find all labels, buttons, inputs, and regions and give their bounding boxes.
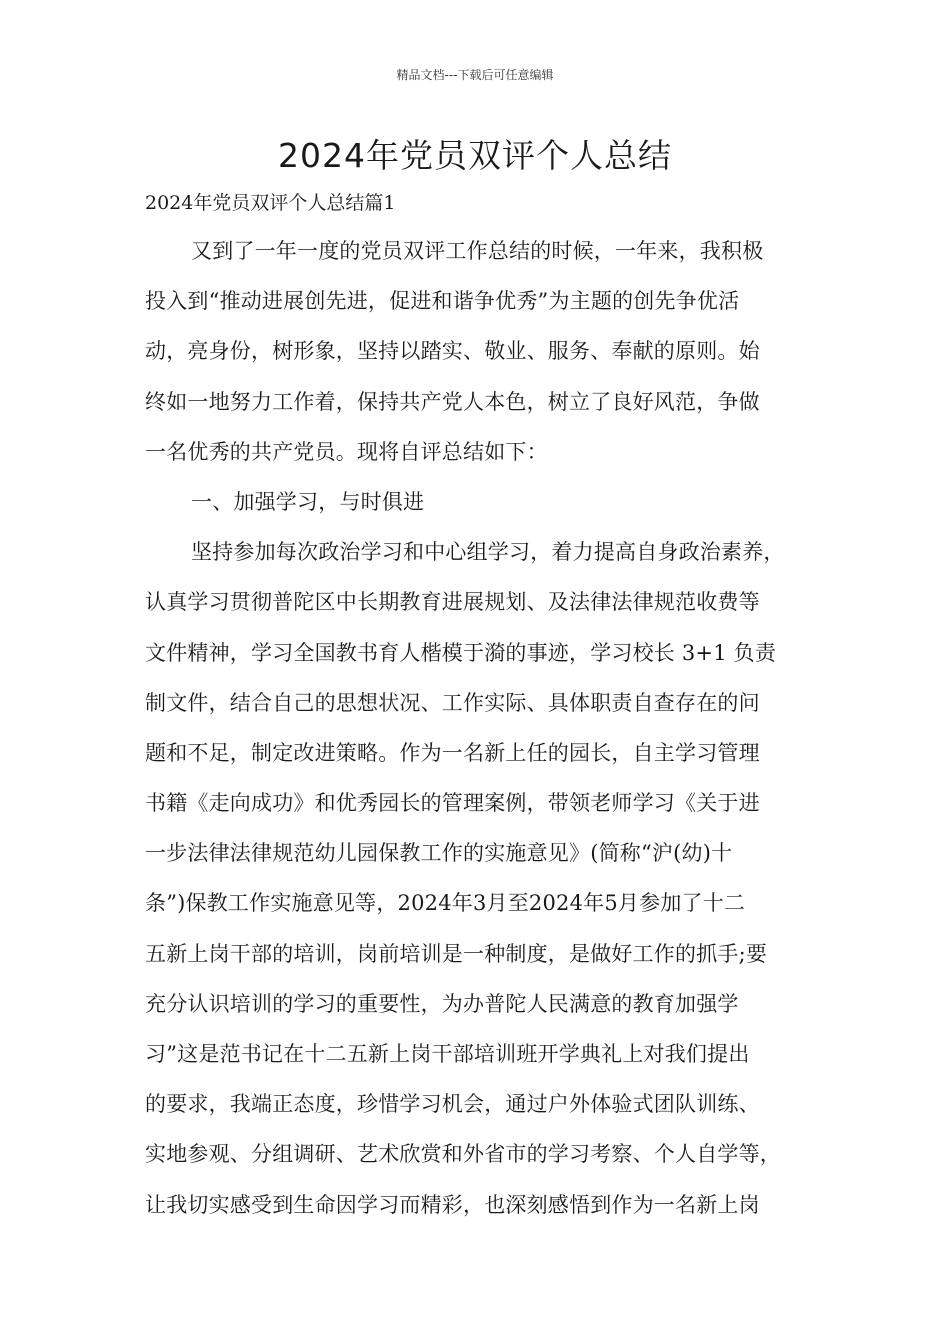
- body-line: 题和不足，制定改进策略。作为一名新上任的园长，自主学习管理: [145, 740, 760, 765]
- body-line: 又到了一年一度的党员双评工作总结的时候，一年来，我积极: [191, 239, 764, 263]
- body-line: 五新上岗干部的培训，岗前培训是一种制度，是做好工作的抓手;要: [145, 941, 768, 966]
- body-line: 实地参观、分组调研、艺术欣赏和外省市的学习考察、个人自学等，: [145, 1142, 781, 1167]
- body-line: 制文件，结合自己的思想状况、工作实际、具体职责自查存在的问: [145, 690, 760, 715]
- body-line: 认真学习贯彻普陀区中长期教育进展规划、及法律法律规范收费等: [145, 590, 760, 615]
- body-line: 习”这是范书记在十二五新上岗干部培训班开学典礼上对我们提出: [145, 1042, 750, 1066]
- body-line: 充分认识培训的学习的重要性，为办普陀人民满意的教育加强学: [145, 991, 739, 1016]
- document-subtitle: 2024年党员双评个人总结篇1: [145, 192, 396, 214]
- body-line: 文件精神，学习全国教书育人楷模于漪的事迹，学习校长 3+1 负责: [145, 640, 777, 665]
- document-title: 2024年党员双评个人总结: [278, 136, 672, 175]
- page-header: 精品文档---下载后可任意编辑: [396, 68, 554, 82]
- body-line: 条”)保教工作实施意见等，2024年3月至2024年5月参加了十二: [145, 891, 746, 916]
- body-line: 一步法律法律规范幼儿园保教工作的实施意见》(简称“沪(幼)十: [145, 841, 733, 866]
- document-body: [145, 232, 833, 1236]
- body-line: 让我切实感受到生命因学习而精彩，也深刻感悟到作为一名新上岗: [145, 1192, 760, 1217]
- body-line: 的要求，我端正态度，珍惜学习机会，通过户外体验式团队训练、: [145, 1092, 760, 1117]
- body-line: 一名优秀的共产党员。现将自评总结如下：: [145, 439, 548, 464]
- body-line: 投入到“推动进展创先进，促进和谐争优秀”为主题的创先争优活: [145, 289, 740, 314]
- body-line: 动，亮身份，树形象，坚持以踏实、敬业、服务、奉献的原则。始: [145, 339, 760, 364]
- body-line: 书籍《走向成功》和优秀园长的管理案例，带领老师学习《关于进: [145, 791, 760, 816]
- body-line: 坚持参加每次政治学习和中心组学习，着力提高自身政治素养，: [191, 540, 785, 565]
- section-heading: 一、加强学习，与时俱进: [191, 489, 425, 514]
- body-line: 终如一地努力工作着，保持共产党人本色，树立了良好风范，争做: [145, 389, 760, 414]
